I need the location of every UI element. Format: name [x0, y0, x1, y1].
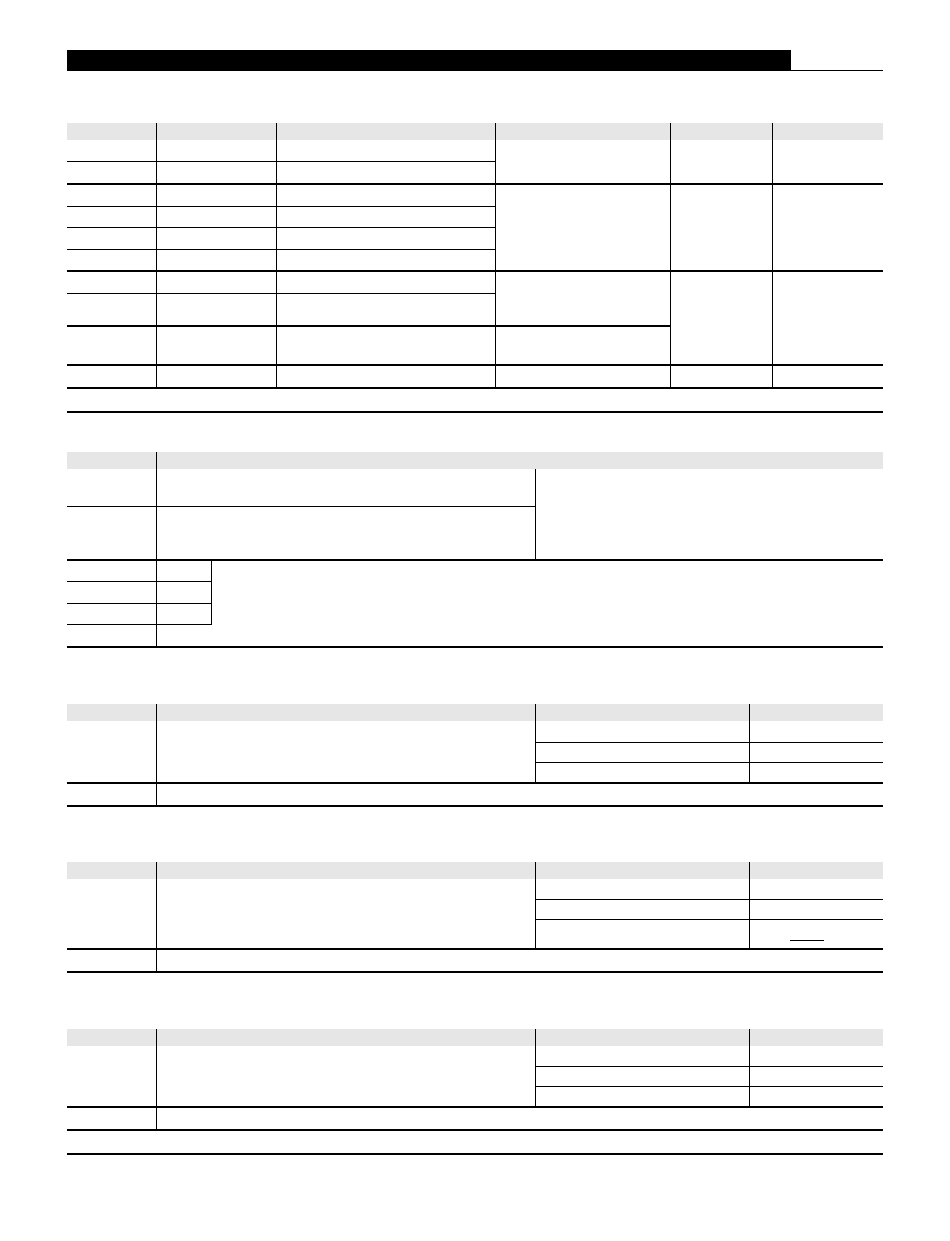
table-5-row-rule	[535, 1086, 883, 1087]
table-1-col-6	[772, 123, 883, 140]
table-2-vrule	[535, 469, 536, 559]
table-1-col-1	[67, 123, 156, 140]
table-4-group-rule	[67, 948, 883, 950]
table-5-vrule	[535, 1046, 536, 1106]
table-2-col-1	[67, 452, 156, 469]
table-5-group-rule	[67, 1106, 883, 1108]
table-4-col-4	[749, 862, 883, 879]
table-1-row-rule	[67, 293, 495, 294]
table-2-group-rule	[67, 559, 883, 561]
table-5-col-3	[535, 1029, 749, 1046]
table-1-col-5	[670, 123, 772, 140]
table-1-row-rule	[67, 206, 495, 207]
table-1-group-rule	[67, 364, 883, 366]
table-4-vrule	[156, 879, 157, 972]
table-4-underline-mark	[790, 940, 824, 941]
table-3-row-rule	[535, 742, 883, 743]
table-2-vrule	[156, 469, 157, 647]
table-3-col-3	[535, 704, 749, 721]
table-1-row-rule	[67, 227, 495, 228]
table-3-vrule	[156, 721, 157, 805]
table-3-bottom-rule	[67, 805, 883, 807]
table-5-bottom-rule	[67, 1153, 883, 1155]
table-5-group-rule	[67, 1129, 883, 1131]
table-4-vrule	[535, 879, 536, 949]
table-4-header	[67, 862, 883, 879]
table-2-row-rule	[67, 624, 211, 625]
table-1-vrule	[670, 140, 671, 388]
table-1-vrule	[495, 140, 496, 388]
table-5-col-4	[749, 1029, 883, 1046]
table-1-vrule	[772, 140, 773, 388]
table-5-col-1	[67, 1029, 156, 1046]
table-5-header	[67, 1029, 883, 1046]
table-2-col-2	[156, 452, 883, 469]
table-4-bottom-rule	[67, 971, 883, 973]
table-4-col-2	[156, 862, 535, 879]
table-3-group-rule	[67, 782, 883, 784]
table-3-col-2	[156, 704, 535, 721]
table-2-header	[67, 452, 883, 469]
table-1-row-rule	[67, 249, 495, 250]
table-1-col-2	[156, 123, 276, 140]
table-4-row-rule	[535, 899, 883, 900]
table-4-row-rule	[535, 919, 883, 920]
table-1-group-rule	[67, 183, 883, 185]
table-1-vrule	[276, 140, 277, 388]
table-5-col-2	[156, 1029, 535, 1046]
table-3-vrule	[749, 721, 750, 782]
table-2-row-rule	[67, 603, 211, 604]
table-4-col-3	[535, 862, 749, 879]
table-3-col-1	[67, 704, 156, 721]
table-4-col-1	[67, 862, 156, 879]
table-5-vrule	[749, 1046, 750, 1106]
table-1-header	[67, 123, 883, 140]
table-3-col-4	[749, 704, 883, 721]
table-2-row-rule	[67, 581, 211, 582]
table-1-row-rule	[67, 325, 670, 327]
table-4-vrule	[749, 879, 750, 949]
table-2-row-rule	[67, 506, 535, 507]
table-1-col-4	[495, 123, 670, 140]
table-3-header	[67, 704, 883, 721]
table-2-bottom-rule	[67, 646, 883, 648]
header-rule	[791, 70, 883, 71]
table-1-row-rule	[67, 161, 495, 162]
table-1-group-rule	[67, 270, 883, 272]
table-5-vrule	[156, 1046, 157, 1129]
table-1-vrule	[156, 140, 157, 388]
table-2-vrule	[211, 560, 212, 625]
table-3-vrule	[535, 721, 536, 782]
table-3-row-rule	[535, 762, 883, 763]
table-5-row-rule	[535, 1066, 883, 1067]
table-1-col-3	[276, 123, 495, 140]
table-1-bottom-rule	[67, 411, 883, 413]
table-1-group-rule	[67, 387, 883, 389]
page-header-bar	[67, 50, 791, 71]
